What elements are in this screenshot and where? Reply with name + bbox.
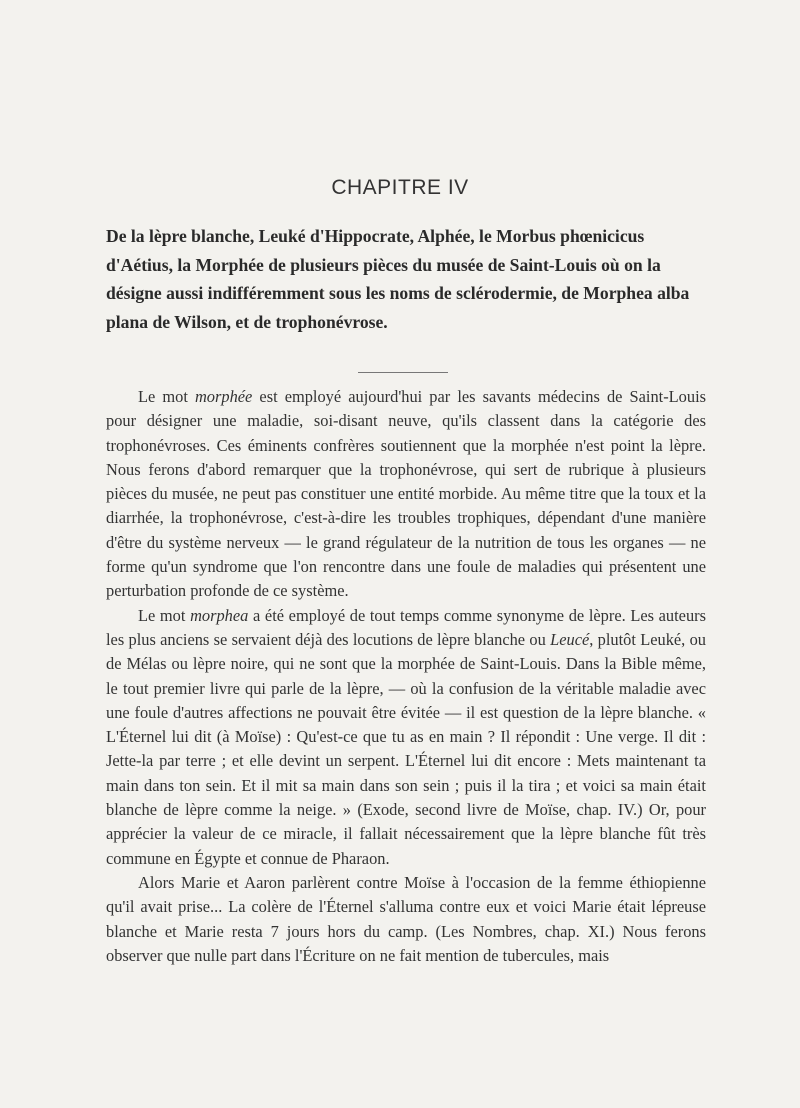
italic-term: Leucé [550,629,590,649]
italic-term: morphée [194,387,253,406]
paragraph-text: Le mot [138,387,195,406]
paragraph-3: Alors Marie et Aaron parlèrent contre Moïse à l'occasion de la femme éthiopienne qu'il avait prise... La colère de l'Éternel s'alluma contre eux et voici Marie était lépreuse blanche et Marie resta 7 jours hors du camp. (Les Nombres, chap. XI.) Nous ferons observer que nulle part dans l'Écriture on ne fait mention de tubercules, mais [106,872,706,965]
italic-term: morphea [190,605,249,625]
chapter-subtitle: De la lèpre blanche, Leuké d'Hippocrate, Alphée, le Morbus phœnicicus d'Aétius, la Morphée de plusieurs pièces du musée de Saint-Louis où on la désigne aussi indifféremment sous les noms de sclérodermie, de Morphea alba plana de Wilson, et de trophonévrose. [106,226,690,332]
paragraph-text: Le mot [138,605,191,625]
separator-rule [358,372,448,373]
paragraph-text: a été employé de tout temps comme synonyme de lèpre. Les auteurs les plus anciens se servaient déjà des locutions de lèpre blanche ou [106,605,706,649]
paragraph-text: est employé aujourd'hui par les savants médecins de Saint-Louis pour désigner une maladie, soi-disant neuve, qu'ils classent dans la catégorie des trophonévroses. Ces éminents confrères soutiennent que la morphée n'est point la lèpre. Nous ferons d'abord remarquer que la trophonévrose, qui sert de rubrique à plusieurs pièces du musée, ne peut pas constituer une entité morbide. Au même titre que la toux et la diarrhée, la trophonévrose, c'est-à-dire les troubles trophiques, dépendant d'une manière d'être du système nerveux — le grand régulateur de la nutrition de tous les organes — ne forme qu'un syndrome que l'on rencontre dans une foule de maladies qui présentent une perturbation profonde de ce système. [106,387,706,601]
paragraph-text: , plutôt Leuké, ou de Mélas ou lèpre noire, qui ne sont que la morphée de Saint-Louis. Dans la Bible même, le tout premier livre qui parle de la lèpre, — où la confusion de la véritable maladie avec une foule d'autres affections ne pouvait être évitée — il est question de la lèpre blanche. « L'Éternel lui dit (à Moïse) : Qu'est-ce que tu as en main ? Il répondit : Une verge. Il dit : Jette-la par terre ; et elle devint un serpent. L'Éternel lui dit encore : Mets maintenant ta main dans ton sein. Et il mit sa main dans son sein ; puis il la tira ; et voici sa main était blanche de lèpre comme la neige. » (Exode, second livre de Moïse, chap. IV.) Or, pour apprécier la valeur de ce miracle, il fallait nécessairement que la lèpre blanche fût très commune en Égypte et connue de Pharaon. [106,629,706,868]
body-text [106,385,706,968]
chapter-title: CHAPITRE IV [331,176,469,199]
paragraph-1 [106,385,706,604]
paragraph-2 [106,604,706,871]
